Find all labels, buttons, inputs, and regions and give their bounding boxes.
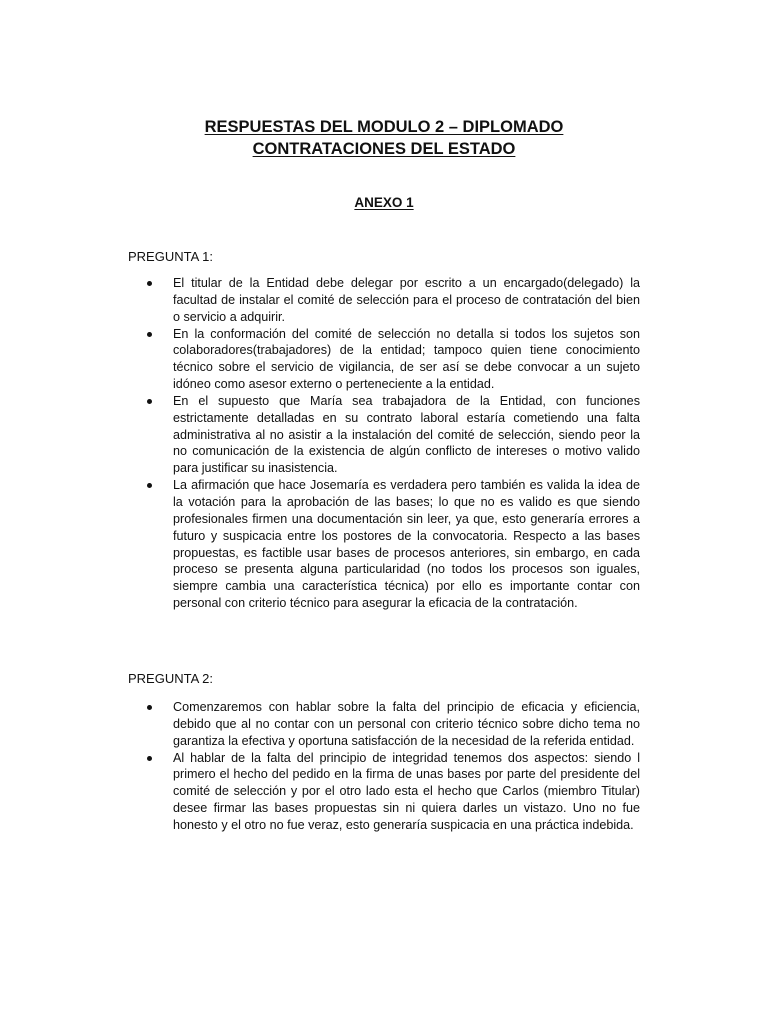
document-title bbox=[0, 116, 768, 160]
answer-text: En la conformación del comité de selección no detalla si todos los sujetos son colaboradores(trabajadores) de la entidad; tampoco quien tiene conocimiento técnico sobre el servicio de vigilancia, de ser así se debe convocar a un sujeto idóneo como asesor externo o perteneciente a la entidad. bbox=[173, 326, 640, 392]
answer-text: En el supuesto que María sea trabajadora de la Entidad, con funciones estrictamente detalladas en su contrato laboral estaría cometiendo una falta administrativa al no asistir a la instalación del comité de selección, siendo peor la no comunicación de la existencia de algún conflicto de intereses o motivo valido para justificar su inasistencia. bbox=[173, 393, 640, 476]
question-2-answers bbox=[128, 699, 640, 834]
answer-item bbox=[128, 477, 640, 612]
bullet-icon bbox=[147, 399, 152, 404]
question-1-section bbox=[128, 248, 640, 612]
answer-text: Comenzaremos con hablar sobre la falta del principio de eficacia y eficiencia, debido que al no contar con un personal con criterio técnico sobre dicho tema no garantiza la efectiva y oportuna satisfacción de la necesidad de la referida entidad. bbox=[173, 700, 640, 748]
question-2-section bbox=[128, 670, 640, 834]
title-line-2: CONTRATACIONES DEL ESTADO bbox=[252, 140, 516, 158]
answer-text: La afirmación que hace Josemaría es verdadera pero también es valida la idea de la votación para la aprobación de las bases; lo que no es valido es que siendo profesionales firmen una documentación sin leer, ya que, esto generaría errores a futuro y suspicacia entre los postores de la convocatoria. Respecto a las bases propuestas, es factible usar bases de procesos anteriores, sin embargo, en cada proceso se presenta alguna particularidad (no todos los procesos son iguales, siempre cambia una característica técnica) por ello es importante contar con personal con criterio técnico para asegurar la eficacia de la contratación. bbox=[173, 478, 640, 611]
answer-text: El titular de la Entidad debe delegar por escrito a un encargado(delegado) la facultad de instalar el comité de selección para el proceso de contratación del bien o servicio a adquirir. bbox=[173, 276, 640, 324]
bullet-icon bbox=[147, 332, 152, 337]
bullet-icon bbox=[147, 705, 152, 710]
answer-item bbox=[128, 393, 640, 477]
question-1-label: PREGUNTA 1: bbox=[128, 249, 214, 264]
answer-item bbox=[128, 326, 640, 393]
bullet-icon bbox=[147, 756, 152, 761]
answer-item bbox=[128, 750, 640, 834]
annex-heading: ANEXO 1 bbox=[354, 195, 414, 210]
question-2-label: PREGUNTA 2: bbox=[128, 671, 214, 686]
answer-text: Al hablar de la falta del principio de integridad tenemos dos aspectos: siendo l primero el hecho del pedido en la firma de unas bases por parte del presidente del comité de selección y por el otro lado esta el hecho que Carlos (miembro Titular) desee firmar las bases propuestas sin ni quiera darles un vistazo. Uno no fue honesto y el otro no fue veraz, esto generaría suspicacia en una práctica indebida. bbox=[173, 750, 640, 832]
bullet-icon bbox=[147, 281, 152, 286]
answer-item bbox=[128, 699, 640, 750]
question-1-answers bbox=[128, 275, 640, 612]
title-line-1: RESPUESTAS DEL MODULO 2 – DIPLOMADO bbox=[204, 118, 564, 136]
bullet-icon bbox=[147, 483, 152, 488]
answer-item bbox=[128, 275, 640, 326]
